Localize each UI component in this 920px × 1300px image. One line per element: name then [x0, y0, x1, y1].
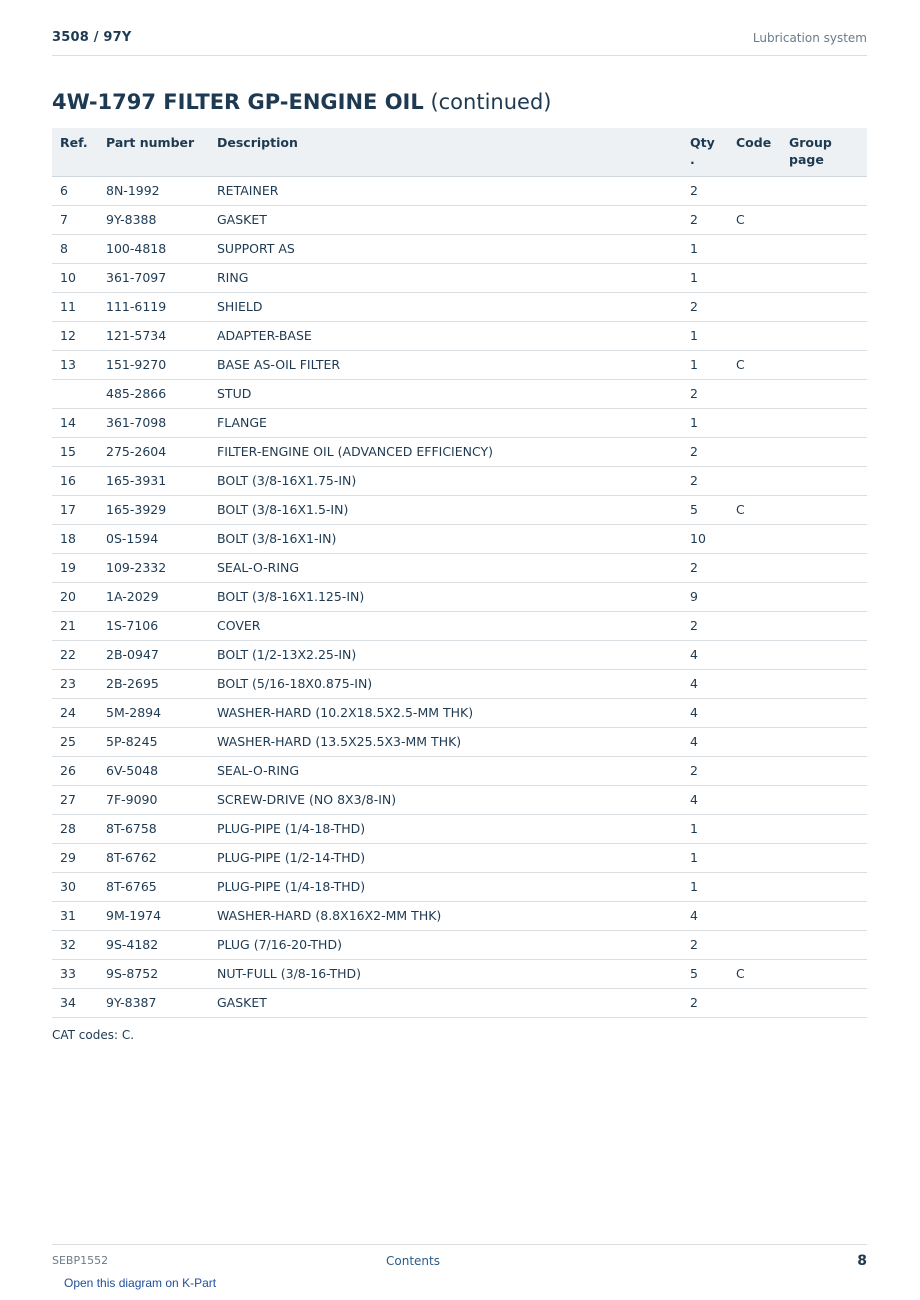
- table-row: [52, 611, 867, 640]
- cell-description: BOLT (5/16-18X0.875-IN): [209, 669, 682, 698]
- cell-ref: 10: [52, 263, 98, 292]
- cell-part-number: 151-9270: [98, 350, 209, 379]
- cell-qty: 1: [682, 408, 728, 437]
- cell-ref: 32: [52, 930, 98, 959]
- table-row: [52, 408, 867, 437]
- cell-qty: 5: [682, 495, 728, 524]
- table-row: [52, 379, 867, 408]
- cell-ref: 23: [52, 669, 98, 698]
- cell-code: [728, 408, 781, 437]
- cell-description: WASHER-HARD (8.8X16X2-MM THK): [209, 901, 682, 930]
- cell-group-page: [781, 669, 867, 698]
- cell-qty: 10: [682, 524, 728, 553]
- page-title: [52, 90, 551, 114]
- cell-ref: 33: [52, 959, 98, 988]
- cell-group-page: [781, 263, 867, 292]
- cell-ref: 8: [52, 234, 98, 263]
- page-header: [52, 28, 867, 56]
- cell-part-number: 100-4818: [98, 234, 209, 263]
- table-row: [52, 176, 867, 205]
- cell-description: COVER: [209, 611, 682, 640]
- cell-ref: 24: [52, 698, 98, 727]
- cell-code: C: [728, 495, 781, 524]
- cell-group-page: [781, 756, 867, 785]
- table-row: [52, 843, 867, 872]
- column-header-ref: Ref.: [52, 128, 98, 176]
- cell-qty: 1: [682, 814, 728, 843]
- cell-description: SCREW-DRIVE (NO 8X3/8-IN): [209, 785, 682, 814]
- cell-code: [728, 640, 781, 669]
- cell-part-number: 165-3931: [98, 466, 209, 495]
- cell-qty: 1: [682, 234, 728, 263]
- cell-part-number: 6V-5048: [98, 756, 209, 785]
- table-row: [52, 582, 867, 611]
- cell-qty: 4: [682, 785, 728, 814]
- cell-part-number: 485-2866: [98, 379, 209, 408]
- cell-part-number: 1S-7106: [98, 611, 209, 640]
- cell-code: [728, 785, 781, 814]
- cell-qty: 2: [682, 379, 728, 408]
- cell-group-page: [781, 176, 867, 205]
- cell-description: NUT-FULL (3/8-16-THD): [209, 959, 682, 988]
- cell-description: PLUG-PIPE (1/4-18-THD): [209, 814, 682, 843]
- cell-code: [728, 582, 781, 611]
- cell-group-page: [781, 901, 867, 930]
- column-header-qty: Qty .: [682, 128, 728, 176]
- cell-code: [728, 756, 781, 785]
- cell-code: [728, 466, 781, 495]
- table-row: [52, 988, 867, 1017]
- cell-part-number: 165-3929: [98, 495, 209, 524]
- cell-qty: 2: [682, 756, 728, 785]
- cell-description: RING: [209, 263, 682, 292]
- table-row: [52, 814, 867, 843]
- cell-ref: 18: [52, 524, 98, 553]
- cell-qty: 2: [682, 205, 728, 234]
- table-row: [52, 350, 867, 379]
- cell-ref: 7: [52, 205, 98, 234]
- cell-qty: 2: [682, 930, 728, 959]
- cell-qty: 2: [682, 437, 728, 466]
- cell-part-number: 8T-6765: [98, 872, 209, 901]
- cell-ref: 20: [52, 582, 98, 611]
- cell-description: SEAL-O-RING: [209, 553, 682, 582]
- cell-part-number: 7F-9090: [98, 785, 209, 814]
- cell-qty: 1: [682, 843, 728, 872]
- cell-ref: 31: [52, 901, 98, 930]
- cell-code: [728, 988, 781, 1017]
- cell-qty: 2: [682, 611, 728, 640]
- cell-qty: 2: [682, 988, 728, 1017]
- cell-description: BOLT (3/8-16X1-IN): [209, 524, 682, 553]
- cell-group-page: [781, 930, 867, 959]
- cell-code: [728, 901, 781, 930]
- cell-part-number: 109-2332: [98, 553, 209, 582]
- cell-qty: 4: [682, 640, 728, 669]
- cell-group-page: [781, 814, 867, 843]
- cell-part-number: 5M-2894: [98, 698, 209, 727]
- cell-group-page: [781, 785, 867, 814]
- cell-group-page: [781, 379, 867, 408]
- cell-description: GASKET: [209, 205, 682, 234]
- cell-code: [728, 321, 781, 350]
- cell-ref: 15: [52, 437, 98, 466]
- cell-qty: 1: [682, 321, 728, 350]
- title-part-group: 4W-1797 FILTER GP-ENGINE OIL: [52, 90, 424, 114]
- cell-description: SEAL-O-RING: [209, 756, 682, 785]
- cell-group-page: [781, 959, 867, 988]
- cell-code: [728, 669, 781, 698]
- table-row: [52, 524, 867, 553]
- cell-group-page: [781, 205, 867, 234]
- cell-qty: 2: [682, 553, 728, 582]
- cell-code: [728, 843, 781, 872]
- cell-part-number: 275-2604: [98, 437, 209, 466]
- cell-ref: 13: [52, 350, 98, 379]
- cell-group-page: [781, 437, 867, 466]
- cell-description: BOLT (1/2-13X2.25-IN): [209, 640, 682, 669]
- cell-description: FILTER-ENGINE OIL (ADVANCED EFFICIENCY): [209, 437, 682, 466]
- table-row: [52, 901, 867, 930]
- cell-code: C: [728, 205, 781, 234]
- cell-group-page: [781, 234, 867, 263]
- table-row: [52, 292, 867, 321]
- cell-code: [728, 698, 781, 727]
- cell-qty: 5: [682, 959, 728, 988]
- cell-part-number: 8T-6758: [98, 814, 209, 843]
- table-row: [52, 959, 867, 988]
- table-row: [52, 466, 867, 495]
- column-header-group-page: Group page: [781, 128, 867, 176]
- cell-group-page: [781, 408, 867, 437]
- cell-part-number: 2B-2695: [98, 669, 209, 698]
- table-row: [52, 553, 867, 582]
- cell-part-number: 121-5734: [98, 321, 209, 350]
- cell-ref: 17: [52, 495, 98, 524]
- cell-code: [728, 814, 781, 843]
- cell-group-page: [781, 321, 867, 350]
- cell-ref: 14: [52, 408, 98, 437]
- cell-code: C: [728, 959, 781, 988]
- column-header-part-number: Part number: [98, 128, 209, 176]
- cat-codes-note: CAT codes: C.: [52, 1028, 135, 1042]
- cell-group-page: [781, 843, 867, 872]
- cell-qty: 4: [682, 901, 728, 930]
- cell-code: [728, 437, 781, 466]
- cell-code: [728, 379, 781, 408]
- page-number: 8: [857, 1253, 867, 1269]
- table-row: [52, 205, 867, 234]
- table-row: [52, 437, 867, 466]
- cell-description: WASHER-HARD (13.5X25.5X3-MM THK): [209, 727, 682, 756]
- open-diagram-kpart-link[interactable]: Open this diagram on K-Part: [64, 1276, 217, 1290]
- table-row: [52, 930, 867, 959]
- cell-group-page: [781, 582, 867, 611]
- cell-part-number: 9S-4182: [98, 930, 209, 959]
- cell-group-page: [781, 292, 867, 321]
- cell-group-page: [781, 350, 867, 379]
- cell-description: SUPPORT AS: [209, 234, 682, 263]
- contents-link[interactable]: Contents: [386, 1254, 440, 1268]
- cell-ref: 30: [52, 872, 98, 901]
- cell-code: [728, 553, 781, 582]
- cell-code: [728, 872, 781, 901]
- cell-ref: 26: [52, 756, 98, 785]
- cell-part-number: 2B-0947: [98, 640, 209, 669]
- table-row: [52, 872, 867, 901]
- cell-part-number: 8N-1992: [98, 176, 209, 205]
- page-footer: [52, 1244, 867, 1275]
- cell-description: BOLT (3/8-16X1.75-IN): [209, 466, 682, 495]
- cell-description: PLUG-PIPE (1/4-18-THD): [209, 872, 682, 901]
- cell-part-number: 361-7097: [98, 263, 209, 292]
- cell-part-number: 8T-6762: [98, 843, 209, 872]
- table-row: [52, 321, 867, 350]
- cell-group-page: [781, 872, 867, 901]
- table-header-row: [52, 128, 867, 176]
- cell-code: [728, 524, 781, 553]
- table-row: [52, 698, 867, 727]
- cell-part-number: 1A-2029: [98, 582, 209, 611]
- cell-group-page: [781, 466, 867, 495]
- cell-part-number: 111-6119: [98, 292, 209, 321]
- cell-group-page: [781, 553, 867, 582]
- table-row: [52, 263, 867, 292]
- cell-qty: 1: [682, 872, 728, 901]
- cell-group-page: [781, 640, 867, 669]
- cell-qty: 1: [682, 350, 728, 379]
- table-row: [52, 640, 867, 669]
- cell-ref: 29: [52, 843, 98, 872]
- cell-part-number: 9Y-8388: [98, 205, 209, 234]
- cell-ref: 28: [52, 814, 98, 843]
- cell-qty: 1: [682, 263, 728, 292]
- cell-part-number: 5P-8245: [98, 727, 209, 756]
- table-row: [52, 785, 867, 814]
- cell-ref: 11: [52, 292, 98, 321]
- cell-description: FLANGE: [209, 408, 682, 437]
- cell-group-page: [781, 524, 867, 553]
- cell-ref: 12: [52, 321, 98, 350]
- cell-description: SHIELD: [209, 292, 682, 321]
- cell-description: BOLT (3/8-16X1.125-IN): [209, 582, 682, 611]
- cell-ref: 22: [52, 640, 98, 669]
- cell-part-number: 9S-8752: [98, 959, 209, 988]
- table-row: [52, 234, 867, 263]
- cell-qty: 4: [682, 727, 728, 756]
- cell-ref: 25: [52, 727, 98, 756]
- cell-code: [728, 263, 781, 292]
- cell-group-page: [781, 727, 867, 756]
- cell-part-number: 9Y-8387: [98, 988, 209, 1017]
- cell-description: BASE AS-OIL FILTER: [209, 350, 682, 379]
- model-label: 3508 / 97Y: [52, 30, 132, 45]
- cell-code: [728, 176, 781, 205]
- parts-table-body: [52, 176, 867, 1017]
- cell-part-number: 361-7098: [98, 408, 209, 437]
- document-code: SEBP1552: [52, 1254, 109, 1267]
- column-header-description: Description: [209, 128, 682, 176]
- cell-code: [728, 234, 781, 263]
- cell-description: GASKET: [209, 988, 682, 1017]
- cell-code: [728, 611, 781, 640]
- cell-code: [728, 292, 781, 321]
- title-suffix: (continued): [430, 90, 552, 114]
- cell-qty: 9: [682, 582, 728, 611]
- cell-description: ADAPTER-BASE: [209, 321, 682, 350]
- cell-ref: 21: [52, 611, 98, 640]
- table-row: [52, 669, 867, 698]
- cell-qty: 2: [682, 292, 728, 321]
- section-name: Lubrication system: [752, 31, 867, 45]
- cell-description: PLUG-PIPE (1/2-14-THD): [209, 843, 682, 872]
- table-row: [52, 495, 867, 524]
- cell-description: PLUG (7/16-20-THD): [209, 930, 682, 959]
- cell-code: [728, 930, 781, 959]
- cell-description: WASHER-HARD (10.2X18.5X2.5-MM THK): [209, 698, 682, 727]
- table-row: [52, 727, 867, 756]
- cell-qty: 4: [682, 698, 728, 727]
- cell-ref: 34: [52, 988, 98, 1017]
- cell-part-number: 9M-1974: [98, 901, 209, 930]
- cell-code: [728, 727, 781, 756]
- cell-qty: 2: [682, 466, 728, 495]
- cell-description: STUD: [209, 379, 682, 408]
- cell-description: BOLT (3/8-16X1.5-IN): [209, 495, 682, 524]
- cell-description: RETAINER: [209, 176, 682, 205]
- cell-ref: 16: [52, 466, 98, 495]
- cell-code: C: [728, 350, 781, 379]
- cell-ref: 6: [52, 176, 98, 205]
- cell-group-page: [781, 611, 867, 640]
- cell-part-number: 0S-1594: [98, 524, 209, 553]
- cell-ref: 27: [52, 785, 98, 814]
- parts-table: [52, 128, 867, 1018]
- table-row: [52, 756, 867, 785]
- cell-group-page: [781, 698, 867, 727]
- cell-qty: 2: [682, 176, 728, 205]
- cell-group-page: [781, 988, 867, 1017]
- cell-group-page: [781, 495, 867, 524]
- cell-ref: [52, 379, 98, 408]
- column-header-code: Code: [728, 128, 781, 176]
- cell-ref: 19: [52, 553, 98, 582]
- cell-qty: 4: [682, 669, 728, 698]
